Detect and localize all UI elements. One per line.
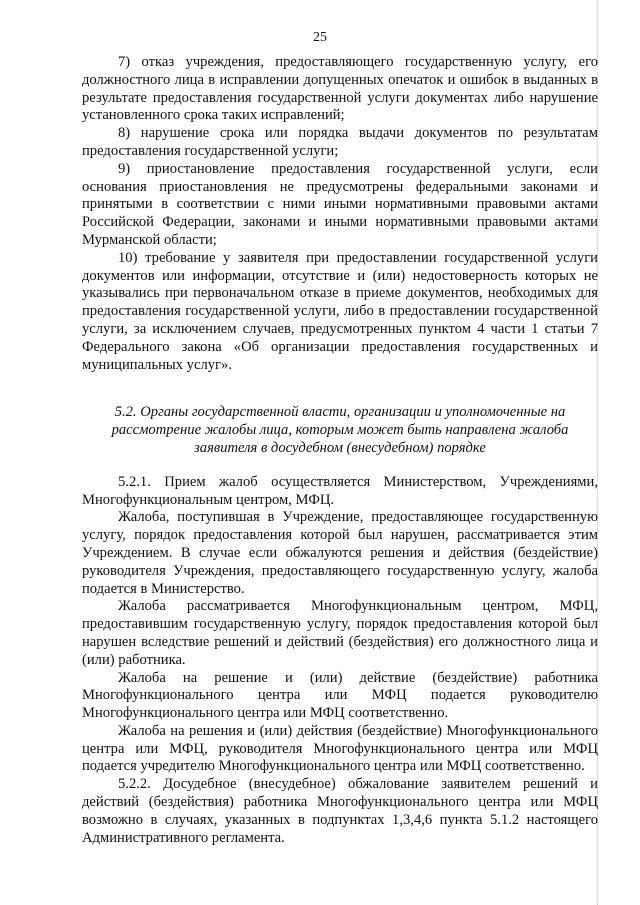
paragraph-complaint-worker: Жалоба на решение и (или) действие (бездействие) работника Многофункционального центра или МФЦ подается руководителю Многофункционального центра или МФЦ соответственно. xyxy=(82,669,598,722)
list-item-8: 8) нарушение срока или порядка выдачи документов по результатам предоставления государственной услуги; xyxy=(82,125,598,159)
paragraph-complaint-founder: Жалоба на решения и (или) действия (бездействие) Многофункционального центра или МФЦ, руководителя Многофункционального центра или МФЦ подается учредителю Многофункционального центра или МФЦ соответственно. xyxy=(82,722,598,775)
page-number: 25 xyxy=(313,30,327,45)
paragraph-5-2-1: 5.2.1. Прием жалоб осуществляется Министерством, Учреждениями, Многофункциональным центром, МФЦ. xyxy=(82,473,598,508)
paragraph-complaint-institution: Жалоба, поступившая в Учреждение, предоставляющее государственную услугу, порядок предоставления которой был нарушен, рассматривается этим Учреждением. В случае если обжалуются решения и действия (бездействие) руководителя Учреждения, предоставляющего государственную услугу, жалоба подается в Министерство. xyxy=(82,509,598,597)
list-item-7: 7) отказ учреждения, предоставляющего государственную услугу, его должностного лица в исправлении допущенных опечаток и ошибок в выданных в результате предоставления государственной услуги документах либо нарушение установленного срока таких исправлений; xyxy=(82,54,598,124)
page-content xyxy=(82,54,598,847)
list-item-9: 9) приостановление предоставления государственной услуги, если основания приостановления не предусмотрены федеральными законами и принятыми в соответствии с ними иными нормативными правовыми актами Российской Федерации, законами и иными нормативными правовыми актами Мурманской области; xyxy=(82,160,598,248)
paragraph-5-2-2: 5.2.2. Досудебное (внесудебное) обжалование заявителем решений и действий (бездействия) работника Многофункционального центра или МФЦ возможно в случаях, указанных в подпунктах 1,3,4,6 пункта 5.1.2 настоящего Административного регламента. xyxy=(82,776,598,846)
list-item-10: 10) требование у заявителя при предоставлении государственной услуги документов или информации, отсутствие и (или) недостоверность которых не указывались при первоначальном отказе в приеме документов, необходимых для предоставления государственной услуги, либо в предоставлении государственной услуги, за исключением случаев, предусмотренных пунктом 4 части 1 статьи 7 Федерального закона «Об организации предоставления государственных и муниципальных услуг». xyxy=(82,249,598,373)
section-heading: 5.2. Органы государственной власти, организации и уполномоченные на рассмотрение жалобы лица, которым может быть направлена жалоба заявителя в досудебном (внесудебном) порядке xyxy=(111,404,569,456)
paragraph-complaint-mfc: Жалоба рассматривается Многофункциональным центром, МФЦ, предоставившим государственную услугу, порядок предоставления которой был нарушен вследствие решений и действий (бездействия) его должностного лица и (или) работника. xyxy=(82,598,598,668)
